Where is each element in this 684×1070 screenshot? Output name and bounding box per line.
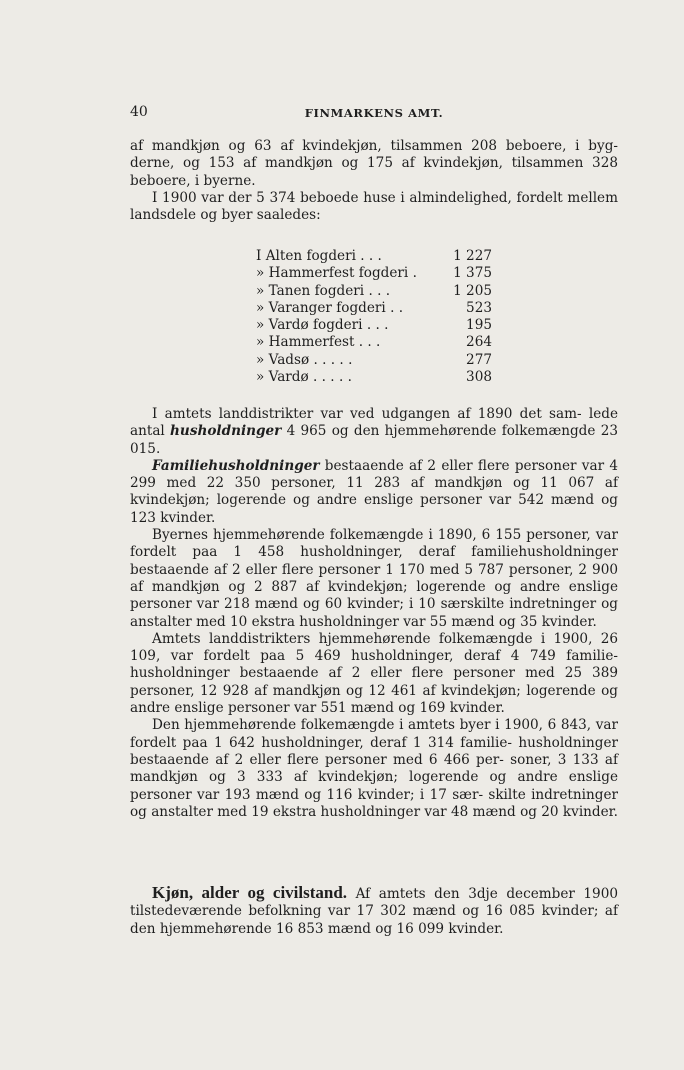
table-row xyxy=(256,317,492,334)
section-heading: Kjøn, alder og civilstand. xyxy=(152,883,348,902)
table-row xyxy=(256,352,492,369)
section-text: Af amtets den 3dje december 1900 tilstedeværende befolkning var 17 302 mænd og 16 085 kvinder; af den hjemmehørende 16 853 mænd og 16 099 kvinder. xyxy=(130,886,618,937)
emphasis-familiehusholdninger: Familiehusholdninger xyxy=(152,457,320,474)
row-label: » Hammerfest . . . xyxy=(256,334,381,351)
row-value: 195 xyxy=(466,317,492,334)
row-value: 1 205 xyxy=(453,282,492,299)
row-value: 1 227 xyxy=(453,248,492,264)
paragraph-4 xyxy=(130,458,618,527)
body-block xyxy=(130,406,618,821)
row-label: » Tanen fogderi . . . xyxy=(256,282,391,299)
emphasis-husholdninger: husholdninger xyxy=(170,423,282,440)
row-label: I Alten fogderi . . . xyxy=(256,248,382,264)
row-value: 264 xyxy=(466,334,492,351)
row-value: 523 xyxy=(466,299,492,316)
table-row xyxy=(256,334,492,351)
running-title: FINMARKENS AMT. xyxy=(304,106,444,120)
row-label: » Hammerfest fogderi . xyxy=(256,265,417,282)
paragraph-4-end: bestaaende af 2 eller flere personer var 4 299 med 22 350 personer, 11 283 af mandkjøn og 11 067 af kvindekjøn; logerende og andre enslige personer var 542 mænd og 123 kvinder. xyxy=(130,457,618,526)
row-value: 308 xyxy=(466,369,492,386)
page-header xyxy=(130,104,618,124)
paragraph-2: I 1900 var der 5 374 beboede huse i almindelighed, fordelt mellem landsdele og byer saaledes: xyxy=(130,189,618,224)
row-value: 277 xyxy=(466,351,492,368)
paragraph-3 xyxy=(130,406,618,458)
row-label: » Vardø . . . . . xyxy=(256,369,352,386)
paragraph-6: Amtets landdistrikters hjemmehørende folkemængde i 1900, 26 109, var fordelt paa 5 469 husholdninger, deraf 4 749 familie- husholdninger bestaaende af 2 eller flere personer med 25 389 personer, 12 928 af mandkjøn og 12 461 af kvindekjøn; logerende og andre enslige personer var 551 mænd og 169 kvinder. xyxy=(130,630,618,717)
table-row xyxy=(256,265,492,282)
houses-table xyxy=(256,248,492,386)
paragraph-5: Byernes hjemmehørende folkemængde i 1890, 6 155 personer, var fordelt paa 1 458 husholdninger, deraf familiehusholdninger bestaaende af 2 eller flere personer 1 170 med 5 787 personer, 2 900 af mandkjøn og 2 887 af kvindekjøn; logerende og andre enslige personer var 218 mænd og 60 kvinder; i 10 særskilte indretninger og anstalter med 10 ekstra husholdninger var 55 mænd og 35 kvinder. xyxy=(130,527,618,630)
row-value: 1 375 xyxy=(453,265,492,282)
paragraph-3-end: 4 965 og den hjemmehørende folkemængde 23 015. xyxy=(130,423,618,457)
row-label: » Vadsø . . . . . xyxy=(256,351,353,368)
page-number: 40 xyxy=(130,104,148,120)
section-block xyxy=(130,884,618,938)
table-row xyxy=(256,248,492,265)
row-label: » Varanger fogderi . . xyxy=(256,299,404,316)
row-label: » Vardø fogderi . . . xyxy=(256,317,389,334)
table-row xyxy=(256,369,492,386)
table-row xyxy=(256,283,492,300)
paragraph-1: af mandkjøn og 63 af kvindekjøn, tilsammen 208 beboere, i byg- derne, og 153 af mandkjøn og 175 af kvindekjøn, tilsammen 328 beboere, i byerne. xyxy=(130,138,618,189)
paragraph-3-start: I amtets landdistrikter var ved udgangen af 1890 det sam- lede antal xyxy=(130,406,618,440)
table-row xyxy=(256,300,492,317)
paragraph-7: Den hjemmehørende folkemængde i amtets byer i 1900, 6 843, var fordelt paa 1 642 husholdninger, deraf 1 314 familie- husholdninger bestaaende af 2 eller flere personer med 6 466 per- soner, 3 133 af mandkjøn og 3 333 af kvindekjøn; logerende og andre enslige personer var 193 mænd og 116 kvinder; i 17 sær- skilte indretninger og anstalter med 19 ekstra husholdninger var 48 mænd og 20 kvinder. xyxy=(130,717,618,820)
intro-block xyxy=(130,138,618,224)
section-paragraph xyxy=(130,884,618,938)
